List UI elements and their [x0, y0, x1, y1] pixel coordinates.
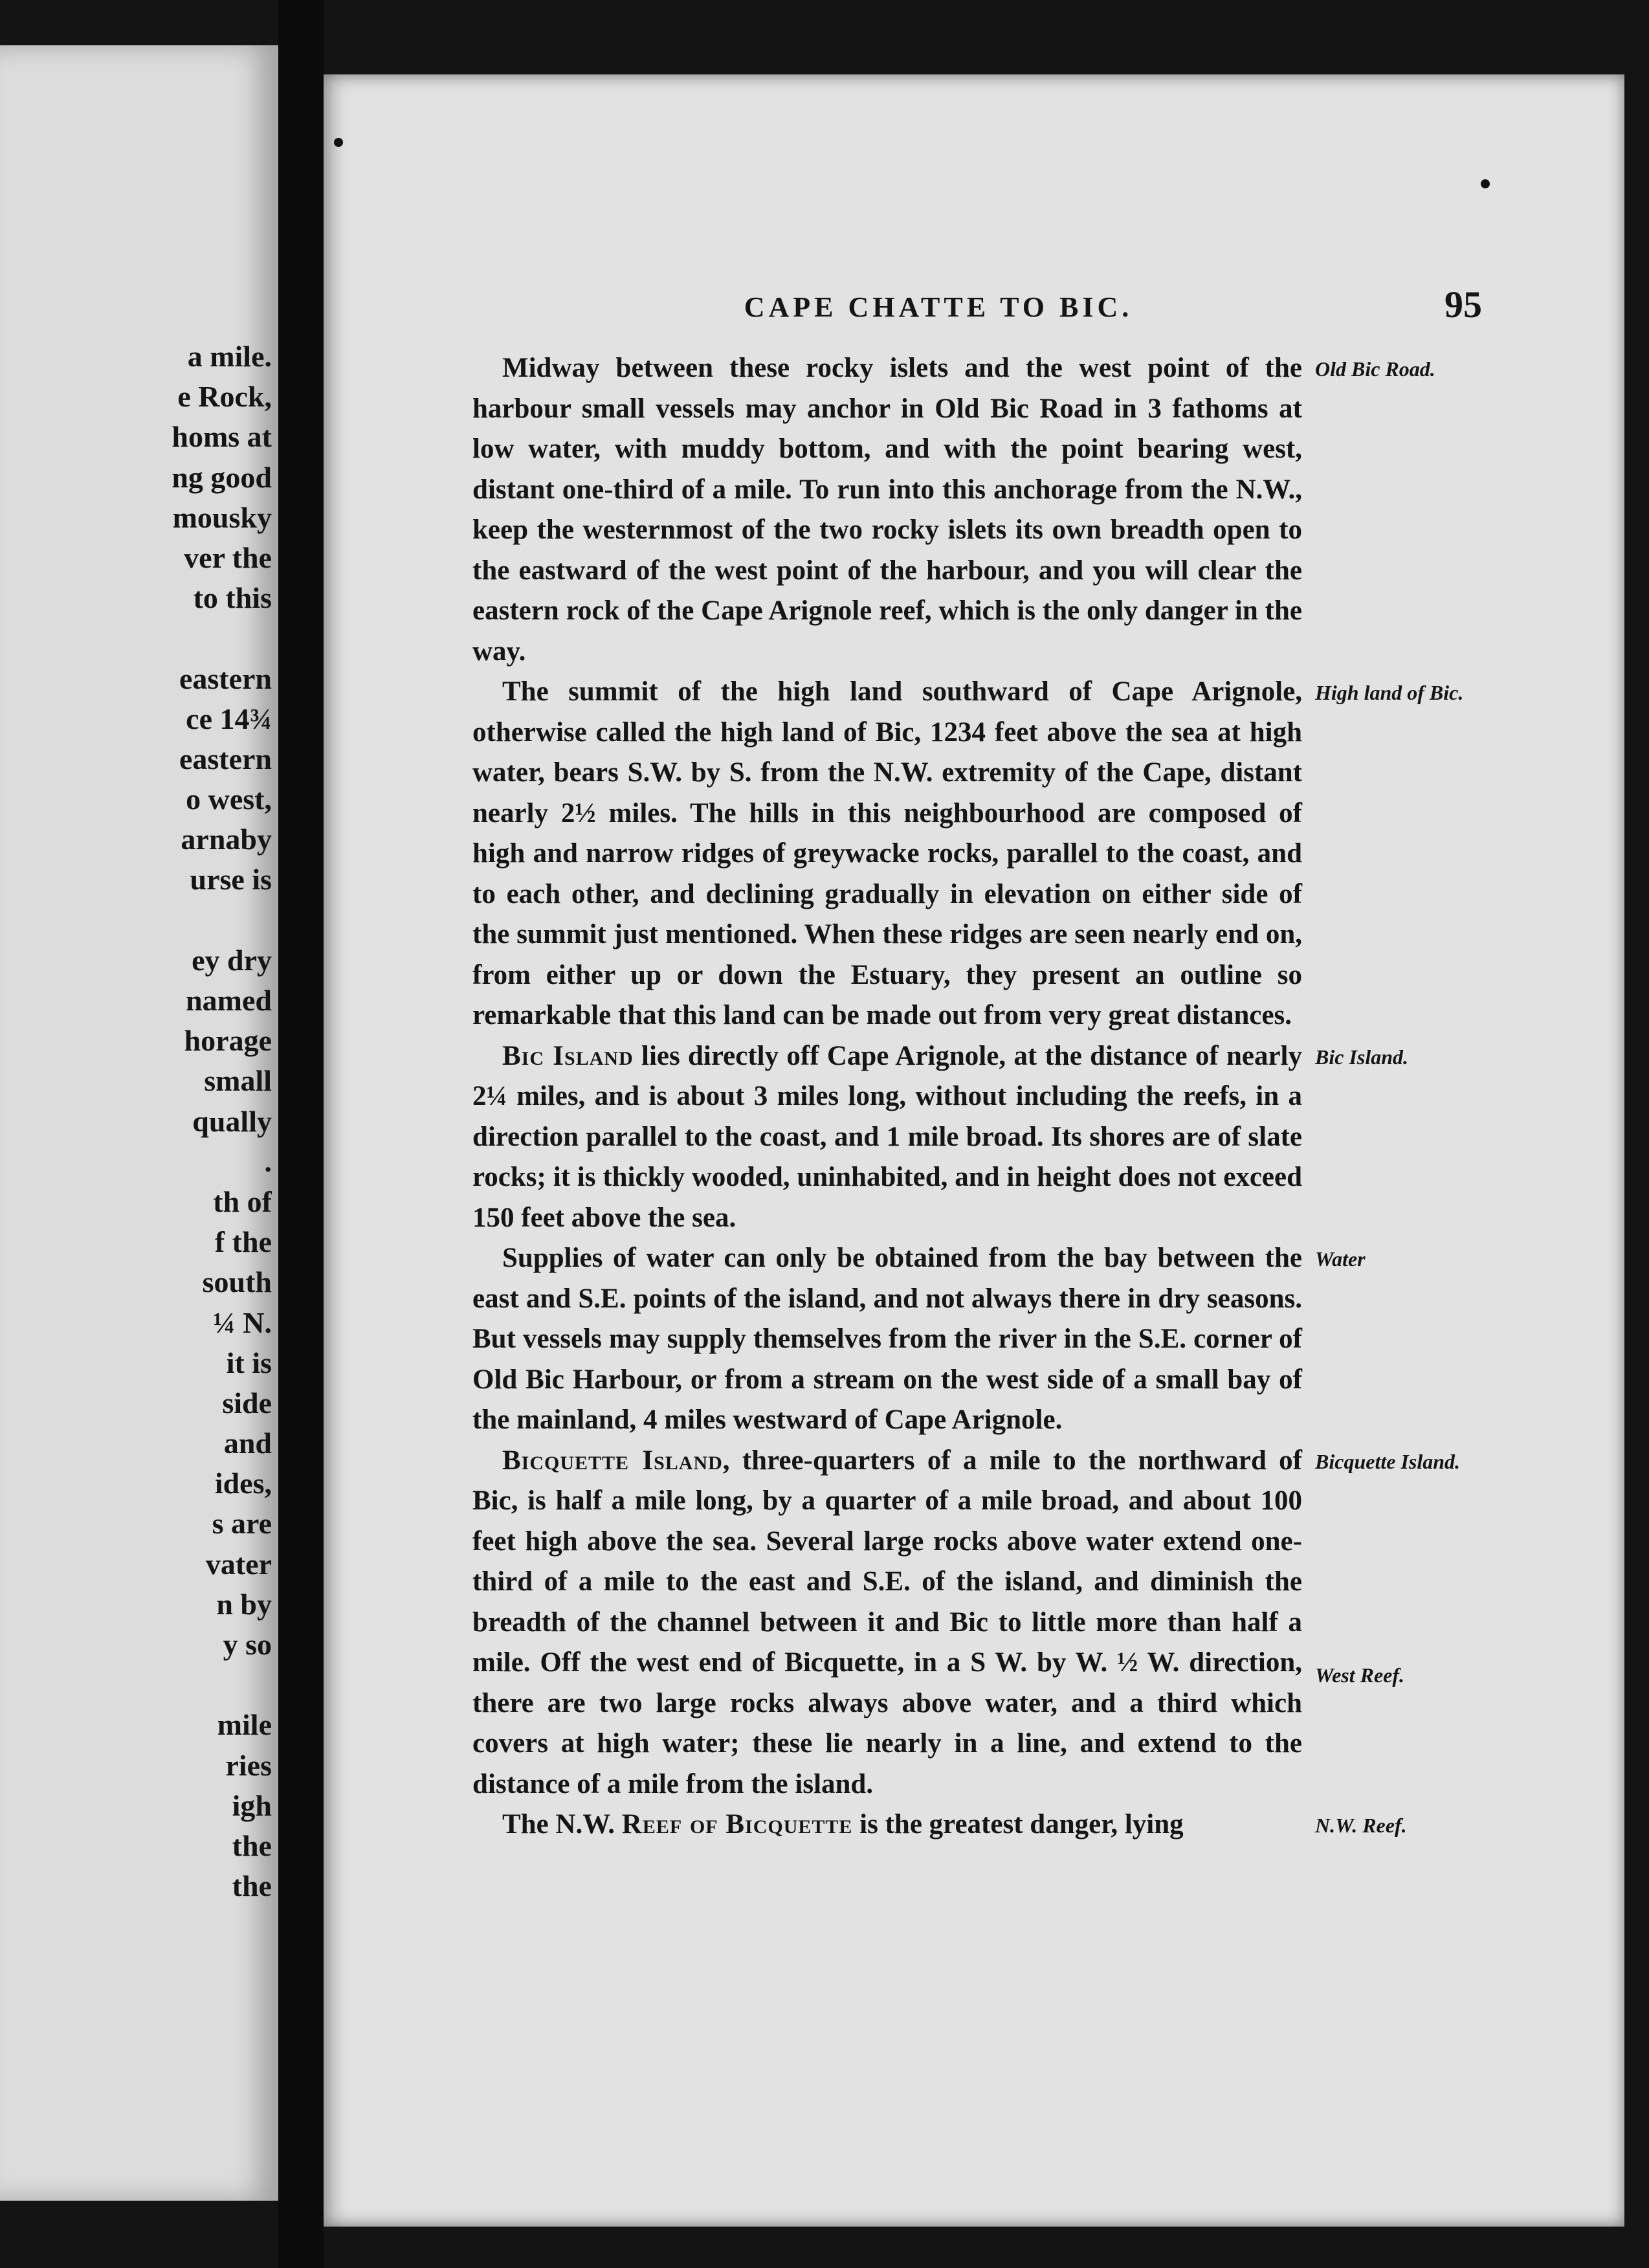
previous-page-line: it is	[226, 1346, 272, 1379]
previous-page-line: the	[232, 1829, 272, 1862]
paragraph-text: , three-quarters of a mile to the northward of Bic, is half a mile long, by a quarter of a mile broad, and about 100 feet high above the sea. Several large rocks above water extend one-third of a mile to the east and S.E. of the island, and diminish the breadth of the channel between it and Bic to little more than half a mile. Off the west end of Bicquette, in a S W. by W. ½ W. direction, there are two large rocks always above water, and a third which covers at high water; these lie nearly in a line, and extend to the distance of a mile from the island.	[472, 1445, 1302, 1799]
previous-page-line: .	[264, 1144, 272, 1178]
margin-note-bicquette-island: Bicquette Island.	[1315, 1449, 1461, 1473]
book-gutter	[278, 0, 324, 2268]
previous-page-line: named	[186, 984, 272, 1017]
margin-note-old-bic-road: Old Bic Road.	[1315, 357, 1435, 381]
previous-page-line: ce 14¾	[186, 702, 272, 735]
previous-page-line: horage	[184, 1024, 272, 1058]
paragraph-bic-island	[472, 1036, 1409, 1239]
margin-note-bic-island: Bic Island.	[1315, 1045, 1409, 1069]
margin-note-high-land: High land of Bic.	[1315, 681, 1464, 704]
previous-page-line: ver the	[184, 540, 272, 574]
paragraph-old-bic-road	[472, 348, 1435, 672]
previous-page-line: arnaby	[181, 823, 272, 856]
previous-page-line: mousky	[172, 500, 272, 534]
paragraph-lead: Bicquette Island	[502, 1445, 723, 1476]
dust-speck	[1481, 179, 1490, 188]
previous-page-line: small	[204, 1064, 272, 1098]
margin-note-nw-reef: N.W. Reef.	[1315, 1814, 1407, 1837]
paragraph-bicquette-island	[472, 1441, 1461, 1805]
paragraph-lead: Reef of Bicquette	[621, 1809, 853, 1840]
page-number: 95	[1444, 284, 1482, 326]
previous-page-line: eastern	[179, 742, 272, 775]
paragraph-nw-reef	[472, 1805, 1407, 1845]
previous-page-line: urse is	[190, 863, 272, 896]
paragraph-high-land	[472, 672, 1464, 1036]
previous-page-line: ng good	[172, 460, 272, 494]
previous-page-line: vater	[205, 1547, 272, 1581]
page-header	[324, 282, 1482, 333]
previous-page-line	[0, 618, 272, 658]
paragraph-text: lies directly off Cape Arignole, at the distance of nearly 2¼ miles, and is about 3 miles long, without including the reefs, in a direction parallel to the coast, and 1 mile broad. Its shores are of slate rocks; it is thickly wooded, uninhabited, and in height does not exceed 150 feet above the sea.	[472, 1040, 1302, 1233]
previous-page-line: f the	[214, 1225, 272, 1259]
margin-note-water: Water	[1315, 1247, 1366, 1271]
previous-page-line: mile	[217, 1708, 272, 1742]
paragraph-text: Midway between these rocky islets and the west point of the harbour small vessels may anchor in Old Bic Road in 3 fathoms at low water, with muddy bottom, and with the point bearing west, distant one-third of a mile. To run into this anchorage from the N.W., keep the westernmost of the two rocky islets its own breadth open to the eastward of the west point of the harbour, and you will clear the eastern rock of the Cape Arignole reef, which is the only danger in the way.	[472, 353, 1302, 667]
margin-note-west-reef: West Reef.	[1315, 1663, 1405, 1687]
paragraph-text: Supplies of water can only be obtained from the bay between the east and S.E. points of the island, and not always there in dry seasons. But vessels may supply themselves from the river in the S.E. corner of Old Bic Harbour, or from a stream on the west side of a small bay of the mainland, 4 miles westward of Cape Arignole.	[472, 1243, 1302, 1435]
running-title: CAPE CHATTE TO BIC.	[744, 291, 1133, 323]
previous-page-line: side	[222, 1386, 272, 1419]
previous-page-fragment	[0, 45, 278, 2201]
previous-page-line: s are	[212, 1507, 272, 1540]
paragraph-lead: Bic Island	[502, 1040, 634, 1071]
paragraph-lead-prefix: The N.W.	[502, 1809, 622, 1840]
paragraph-text: The summit of the high land southward of Cape Arignole, otherwise called the high land of Bic, 1234 feet above the sea at high water, bears S.W. by S. from the N.W. extremity of the Cape, distant nearly 2½ miles. The hills in this neighbourhood are composed of high and narrow ridges of greywacke rocks, parallel to the coast, and to each other, and declining gradually in elevation on either side of the summit just mentioned. When these ridges are seen nearly end on, from either up or down the Estuary, they present an outline so remarkable that this land can be made out from very great distances.	[472, 676, 1302, 1030]
previous-page-line: ey dry	[192, 943, 272, 977]
previous-page-line: qually	[192, 1104, 272, 1138]
previous-page-line: south	[202, 1265, 272, 1299]
page-body	[472, 348, 1624, 1845]
previous-page-line	[0, 900, 272, 940]
previous-page-line	[0, 1665, 272, 1705]
previous-page-line: o west,	[186, 783, 272, 816]
previous-page-line: ¼ N.	[213, 1306, 272, 1339]
book-page	[324, 74, 1624, 2227]
dust-speck	[334, 138, 343, 147]
paragraph-water	[472, 1238, 1366, 1441]
previous-page-line: n by	[216, 1587, 272, 1621]
previous-page-line: ides,	[214, 1467, 272, 1500]
previous-page-line: the	[232, 1869, 272, 1903]
previous-page-line: and	[223, 1427, 272, 1460]
previous-page-line: igh	[232, 1788, 272, 1822]
previous-page-line: to this	[193, 581, 272, 615]
paragraph-text: is the greatest danger, lying	[852, 1809, 1184, 1840]
previous-page-line: homs at	[172, 420, 272, 454]
previous-page-line: y so	[223, 1628, 272, 1661]
previous-page-line: th of	[213, 1184, 272, 1218]
previous-page-line: eastern	[179, 662, 272, 695]
previous-page-line: a mile.	[187, 340, 272, 373]
previous-page-line: ries	[225, 1748, 272, 1782]
previous-page-line: e Rock,	[177, 380, 272, 414]
previous-page-text	[0, 337, 272, 1906]
